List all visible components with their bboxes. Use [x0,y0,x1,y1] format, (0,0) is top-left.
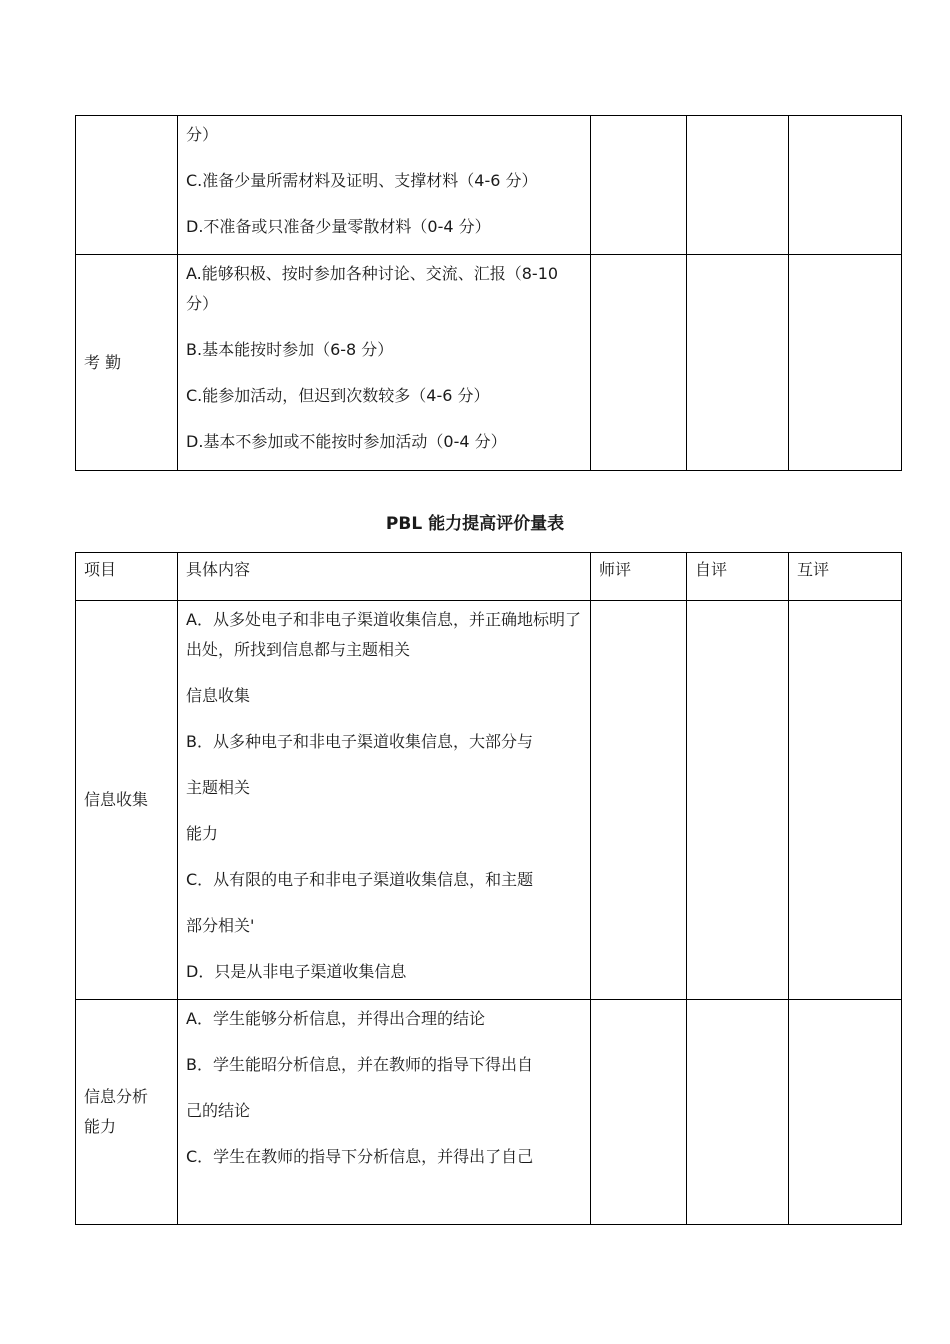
criterion-line: C．从有限的电子和非电子渠道收集信息，和主题 [186,870,534,889]
content-cell [178,1000,591,1225]
pbl-evaluation-table [75,552,902,1225]
criterion-line: C.能参加活动，但迟到次数较多（4-6 分） [186,386,490,405]
criterion-line: 分） [186,125,219,144]
peer-score-cell[interactable] [789,1000,902,1225]
table-row [76,255,902,471]
criterion-line: A．从多处电子和非电子渠道收集信息，并正确地标明了出处，所找到信息都与主题相关 [186,610,581,659]
teacher-score-cell[interactable] [591,255,687,471]
header-peer: 互评 [789,553,902,601]
table-row [76,1000,902,1225]
item-cell: 考 勤 [76,255,178,471]
item-cell: 信息收集 [76,601,178,1000]
header-content: 具体内容 [178,553,591,601]
teacher-score-cell[interactable] [591,1000,687,1225]
header-row [76,553,902,601]
criterion-line: 部分相关' [186,916,255,935]
criterion-line: B．从多种电子和非电子渠道收集信息，大部分与 [186,732,533,751]
content-cell [178,601,591,1000]
content-cell [178,116,591,255]
criterion-line: A.能够积极、按时参加各种讨论、交流、汇报（8-10 分） [186,264,559,313]
criterion-line: D.不准备或只准备少量零散材料（0-4 分） [186,217,491,236]
table-title: PBL 能力提高评价量表 [385,514,565,534]
self-score-cell[interactable] [687,255,789,471]
peer-score-cell[interactable] [789,255,902,471]
content-cell [178,255,591,471]
self-score-cell[interactable] [687,1000,789,1225]
item-cell [76,116,178,255]
peer-score-cell[interactable] [789,116,902,255]
item-cell: 信息分析能力 [76,1000,178,1225]
criterion-line: C.准备少量所需材料及证明、支撑材料（4-6 分） [186,171,538,190]
criterion-line: 己的结论 [186,1101,251,1120]
header-item: 项目 [76,553,178,601]
table-row [76,601,902,1000]
teacher-score-cell[interactable] [591,601,687,1000]
evaluation-table-continued [75,115,902,471]
criterion-line: D.基本不参加或不能按时参加活动（0-4 分） [186,432,507,451]
table-row [76,116,902,255]
teacher-score-cell[interactable] [591,116,687,255]
criterion-line: 主题相关 [186,778,251,797]
criterion-line: A．学生能够分析信息，并得出合理的结论 [186,1009,485,1028]
criterion-line: 信息收集 [186,686,251,705]
criterion-line: C．学生在教师的指导下分析信息，并得出了自己 [186,1147,534,1166]
criterion-line: D．只是从非电子渠道收集信息 [186,962,407,981]
self-score-cell[interactable] [687,116,789,255]
peer-score-cell[interactable] [789,601,902,1000]
criterion-line: B．学生能昭分析信息，并在教师的指导下得出自 [186,1055,533,1074]
header-teacher: 师评 [591,553,687,601]
self-score-cell[interactable] [687,601,789,1000]
header-self: 自评 [687,553,789,601]
criterion-line: 能力 [186,824,219,843]
criterion-line: B.基本能按时参加（6-8 分） [186,340,394,359]
